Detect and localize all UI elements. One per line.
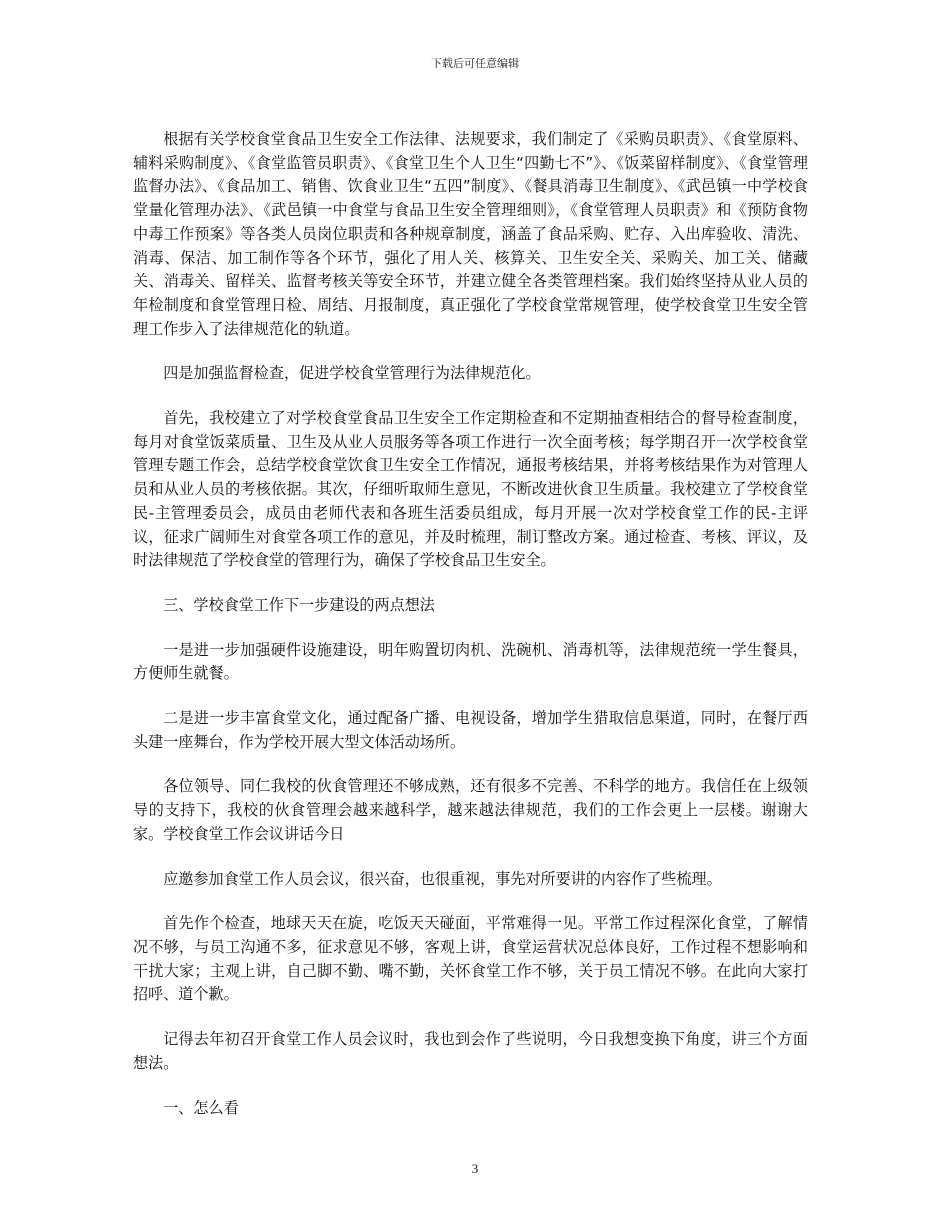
paragraph: 首先作个检查，地球天天在旋，吃饭天天碰面，平常难得一见。平常工作过程深化食堂，了解情况不够，与员工沟通不多，征求意见不够，客观上讲，食堂运营状况总体良好，工作过程不想影响和干扰大家；主观上讲，自己脚不勤、嘴不勤，关怀食堂工作不够，关于员工情况不够。在此向大家打招呼、道个歉。 (133, 914, 808, 1004)
section-heading: 三、学校食堂工作下一步建设的两点想法 (163, 595, 435, 614)
paragraph: 记得去年初召开食堂工作人员会议时，我也到会作了些说明，今日我想变换下角度，讲三个方面想法。 (133, 1030, 808, 1072)
paragraph: 根据有关学校食堂食品卫生安全工作法律、法规要求，我们制定了《采购员职责》、《食堂原料、辅料采购制度》、《食堂监管员职责》、《食堂卫生个人卫生“四勤七不”》、《饭菜留样制度》、《食堂管理监督办法》、《食品加工、销售、饮食业卫生“五四”制度》、《餐具消毒卫生制度》、《武邑镇一中学校食堂量化管理办法》、《武邑镇一中食堂与食品卫生安全管理细则》，《食堂管理人员职责》和《预防食物中毒工作预案》等各类人员岗位职责和各种规章制度，涵盖了食品采购、贮存、入出库验收、清洗、消毒、保洁、加工制作等各个环节，强化了用人关、核算关、卫生安全关、采购关、加工关、储藏关、消毒关、留样关、监督考核关等安全环节，并建立健全各类管理档案。我们始终坚持从业人员的年检制度和食堂管理日检、周结、月报制度，真正强化了学校食堂常规管理，使学校食堂卫生安全管理工作步入了法律规范化的轨道。 (133, 130, 808, 338)
page-number: 3 (471, 1161, 479, 1176)
section-heading: 一、怎么看 (163, 1098, 239, 1117)
paragraph: 一是进一步加强硬件设施建设，明年购置切肉机、洗碗机、消毒机等，法律规范统一学生餐具，方便师生就餐。 (133, 640, 808, 683)
paragraph: 四是加强监督检查，促进学校食堂管理行为法律规范化。 (163, 364, 541, 383)
document-body (133, 128, 808, 1141)
paragraph: 应邀参加食堂工作人员会议，很兴奋，也很重视，事先对所要讲的内容作了些梳理。 (163, 869, 722, 888)
paragraph: 各位领导、同仁我校的伙食管理还不够成熟，还有很多不完善、不科学的地方。我信任在上级领导的支持下，我校的伙食管理会越来越科学，越来越法律规范，我们的工作会更上一层楼。谢谢大家。学校食堂工作会议讲话今日 (133, 777, 808, 843)
paragraph: 首先，我校建立了对学校食堂食品卫生安全工作定期检查和不定期抽查相结合的督导检查制度，每月对食堂饭菜质量、卫生及从业人员服务等各项工作进行一次全面考核；每学期召开一次学校食堂管理专题工作会，总结学校食堂饮食卫生安全工作情况，通报考核结果，并将考核结果作为对管理人员和从业人员的考核依据。其次，仔细听取师生意见，不断改进伙食卫生质量。我校建立了学校食堂民-主管理委员会，成员由老师代表和各班生活委员组成，每月开展一次对学校食堂工作的民-主评议，征求广阔师生对食堂各项工作的意见，并及时梳理，制订整改方案。通过检查、考核、评议，及时法律规范了学校食堂的管理行为，确保了学校食品卫生安全。 (133, 409, 808, 570)
paragraph: 二是进一步丰富食堂文化，通过配备广播、电视设备，增加学生猎取信息渠道，同时，在餐厅西头建一座舞台，作为学校开展大型文体活动场所。 (133, 709, 808, 751)
page-header: 下载后可任意编辑 (431, 57, 519, 70)
